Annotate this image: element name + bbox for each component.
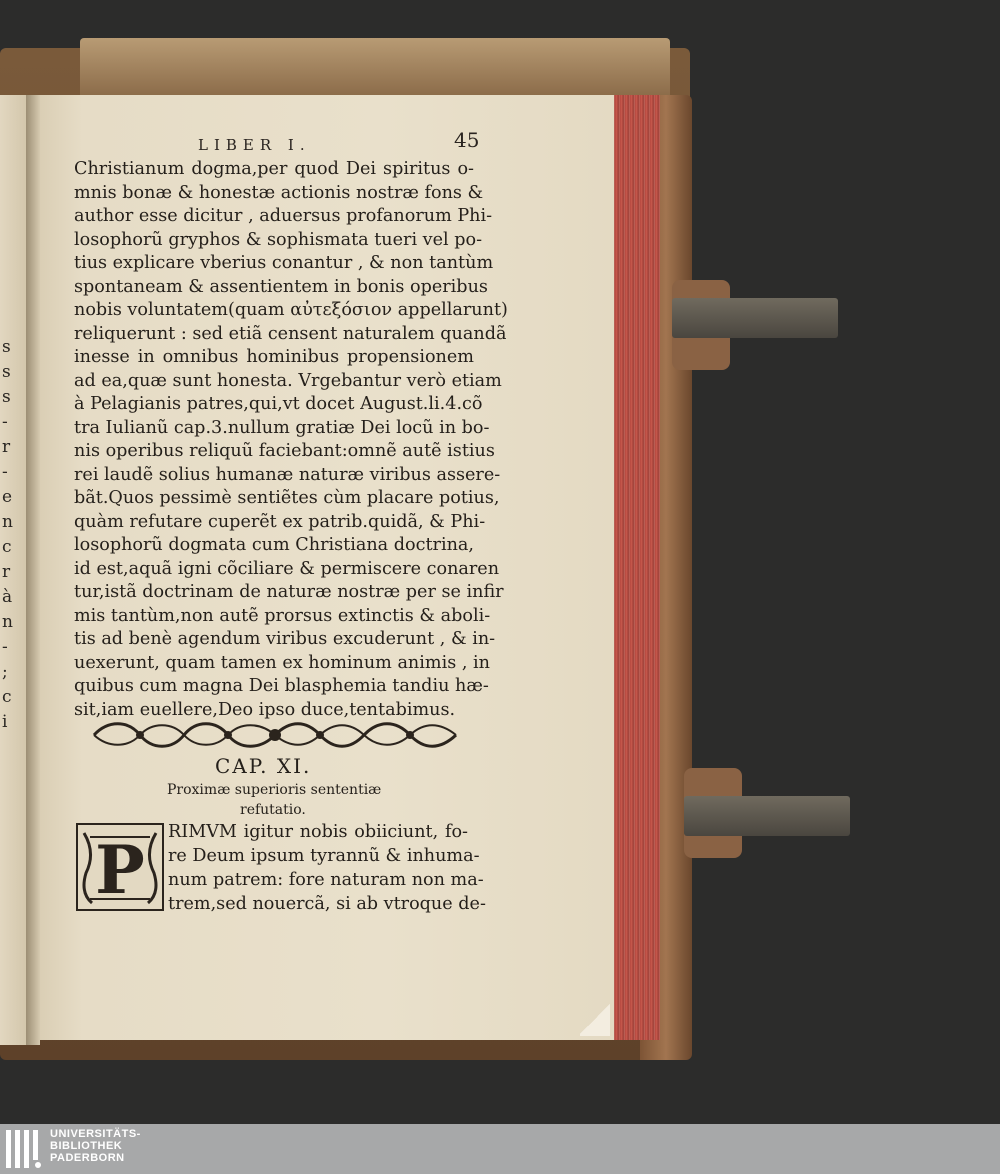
clasp-top xyxy=(672,298,838,338)
chapter-heading: CAP. XI. xyxy=(215,754,312,778)
margin-char: - xyxy=(2,412,8,432)
gutter xyxy=(26,95,40,1045)
ornament-band-icon xyxy=(88,718,462,752)
margin-char: s xyxy=(2,387,11,407)
margin-char: r xyxy=(2,562,11,582)
chapter-subtitle-line2: refutatio. xyxy=(240,802,306,818)
margin-char: c xyxy=(2,537,12,557)
text-line: bãt.Quos pessimè sentiẽtes cùm placare potius, xyxy=(74,488,500,508)
text-line: reliquerunt : sed etiã censent naturalem quandã xyxy=(74,323,507,344)
library-name-line1: UNIVERSITÄTS- xyxy=(50,1128,141,1140)
margin-char: i xyxy=(2,712,8,732)
running-title: LIBER I. xyxy=(198,136,311,154)
library-name-line2: BIBLIOTHEK xyxy=(50,1140,123,1152)
text-line: sit,iam euellere,Deo ipso duce,tentabimus. xyxy=(74,699,456,720)
text-line: losophorũ gryphos & sophismata tueri vel po- xyxy=(74,229,483,250)
text-line: tis ad benè agendum viribus excuderunt , & in- xyxy=(74,629,496,649)
text-line: à Pelagianis patres,qui,vt docet August.li.4.cõ xyxy=(74,394,483,414)
text-line: author esse dicitur , aduersus profanorum Phi- xyxy=(74,206,493,226)
text-line: tra Iulianũ cap.3.nullum gratiæ Dei locũ in bo- xyxy=(74,417,490,438)
margin-char: à xyxy=(2,587,13,607)
text-line: tius explicare vberius conantur , & non tantùm xyxy=(74,253,494,273)
text-line: quibus cum magna Dei blasphemia tandiu hæ- xyxy=(74,676,489,696)
text-line: quàm refutare cuperẽt ex patrib.quidã, & Phi- xyxy=(74,511,486,532)
library-footer xyxy=(0,1124,1000,1174)
text-line: nis operibus reliquũ faciebant:omnẽ autẽ istius xyxy=(74,441,495,461)
page-number: 45 xyxy=(454,128,480,152)
text-line: losophorũ dogmata cum Christiana doctrina, xyxy=(74,535,474,555)
decorated-initial xyxy=(76,823,164,911)
margin-char: s xyxy=(2,362,11,382)
body-text xyxy=(74,158,508,722)
initial-letter: P xyxy=(95,831,145,909)
text-line: trem,sed nouercã, si ab vtroque de- xyxy=(168,894,486,914)
margin-char: r xyxy=(2,437,11,457)
text-line: Christianum dogma,per quod Dei spiritus o- xyxy=(74,159,474,179)
text-line: inesse in omnibus hominibus propensionem xyxy=(74,347,474,367)
library-name-line3: PADERBORN xyxy=(50,1152,125,1164)
text-line: uexerunt, quam tamen ex hominum animis , in xyxy=(74,652,490,673)
text-line: num patrem: fore naturam non ma- xyxy=(168,870,484,890)
text-line: re Deum ipsum tyrannũ & inhuma- xyxy=(168,846,480,866)
library-logo-icon xyxy=(6,1130,42,1168)
text-line: spontaneam & assentientem in bonis operibus xyxy=(74,276,488,297)
margin-char: n xyxy=(2,612,13,632)
library-name xyxy=(50,1128,141,1164)
text-line: mnis bonæ & honestæ actionis nostræ fons & xyxy=(74,182,484,203)
clasp-bottom xyxy=(684,796,850,836)
text-line: tur,istã doctrinam de naturæ nostræ per se infir xyxy=(74,582,504,602)
text-line: ad ea,quæ sunt honesta. Vrgebantur verò etiam xyxy=(74,370,502,391)
chapter-subtitle-line1: Proximæ superioris sententiæ xyxy=(167,782,382,798)
margin-char: ; xyxy=(2,662,8,682)
text-line: mis tantùm,non autẽ prorsus extinctis & aboli- xyxy=(74,605,491,626)
margin-char: n xyxy=(2,512,13,532)
margin-char: - xyxy=(2,462,8,482)
book-top-edge xyxy=(80,38,670,98)
margin-char: - xyxy=(2,637,8,657)
text-line: RIMVM igitur nobis obiiciunt, fo- xyxy=(168,822,468,842)
page-corner-tab xyxy=(580,1002,610,1036)
chapter-text xyxy=(168,820,486,916)
margin-char: c xyxy=(2,687,12,707)
text-line: rei laudẽ solius humanæ naturæ viribus assere- xyxy=(74,464,501,485)
margin-char: e xyxy=(2,487,13,507)
margin-char: s xyxy=(2,337,11,357)
text-line: id est,aquã igni cõciliare & permiscere conaren xyxy=(74,558,500,579)
text-line: nobis voluntatem(quam αὐτεξόσιον appellarunt) xyxy=(74,300,508,320)
